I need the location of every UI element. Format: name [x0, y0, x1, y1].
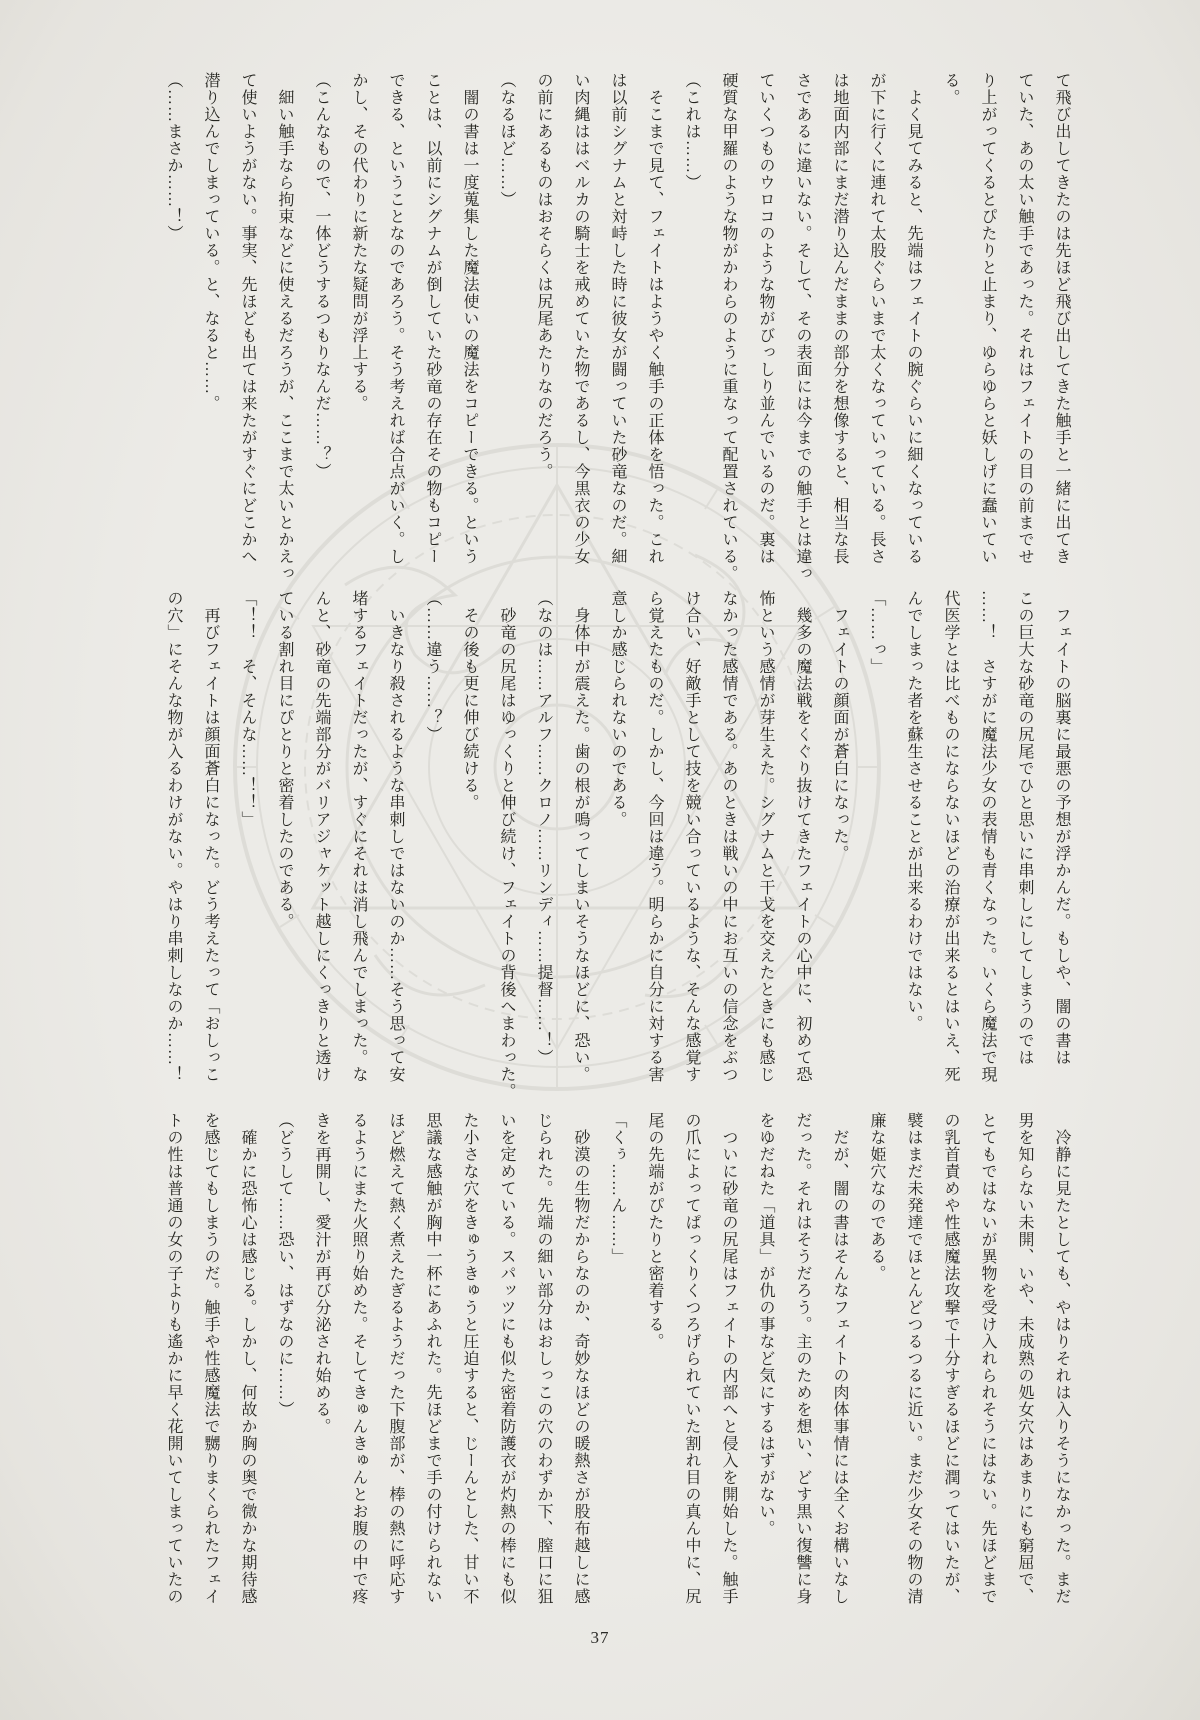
text-column: （こんなもので、一体どうするつもりなんだ……？）: [313, 72, 330, 480]
text-column: 「！！ そ、そんな……！！」: [239, 590, 256, 828]
text-column: は以前シグナムと対峙した時に彼女が闘っていた砂竜なのだ。細: [609, 72, 626, 565]
text-column: フェイトの脳裏に最悪の予想が浮かんだ。もしや、闇の書は: [1053, 590, 1070, 1066]
text-column: んでしまった者を蘇生させることが出来るわけではない。: [905, 590, 922, 1032]
text-column: （なるほど……）: [498, 72, 515, 208]
text-column: る。: [942, 72, 959, 106]
text-band-bottom: [155, 1112, 1080, 1657]
text-column: だが、闇の書はそんなフェイトの肉体事情には全くお構いなし: [831, 1112, 848, 1605]
text-column: け合い、好敵手として技を競い合っているような、そんな感覚す: [683, 590, 700, 1083]
text-column: 廉な姫穴なのである。: [868, 1112, 885, 1282]
text-column: 細い触手なら拘束などに使えるだろうが、ここまで太いとかえっ: [276, 72, 293, 582]
text-column: いきなり殺されるような串刺しではないのか……そう思って安: [387, 590, 404, 1083]
text-column: この巨大な砂竜の尻尾でひと思いに串刺しにしてしまうのでは: [1016, 590, 1033, 1066]
text-column: の前にあるものはおそらくは尻尾あたりなのだろう。: [535, 72, 552, 480]
text-column: できる、ということなのであろう。そう考えれば合点がいく。し: [387, 72, 404, 565]
text-column: の爪によってぱっくりくつろげられていた割れ目の真ん中に、尻: [683, 1112, 700, 1605]
text-column: さであるに違いない。そして、その表面には今までの触手とは違っ: [794, 72, 811, 582]
text-column: 代医学とは比べものにならないほどの治療が出来るとはいえ、死: [942, 590, 959, 1083]
text-column: て飛び出してきたのは先ほど飛び出してきた触手と一緒に出てき: [1053, 72, 1070, 565]
text-column: とてもではないが異物を受け入れられそうにはない。先ほどまで: [979, 1112, 996, 1605]
text-column: そこまで見て、フェイトはようやく触手の正体を悟った。これ: [646, 72, 663, 565]
text-column: 「くぅ……ん……」: [609, 1112, 626, 1265]
text-column: 堵するフェイトだったが、すぐにそれは消し飛んでしまった。な: [350, 590, 367, 1083]
text-column: （……まさか……！）: [165, 72, 182, 242]
text-column: 硬質な甲羅のような物がかわらのように重なって配置されている。: [720, 72, 737, 582]
text-column: の乳首責めや性感魔法攻撃で十分すぎるほどに潤ってはいたが、: [942, 1112, 959, 1605]
page-number: 37: [590, 1628, 610, 1647]
text-column: ていくつものウロコのような物がびっしり並んでいるのだ。裏は: [757, 72, 774, 565]
text-column: トの性は普通の女の子よりも遙かに早く花開いてしまっていたの: [165, 1112, 182, 1605]
text-column: 闇の書は一度蒐集した魔法使いの魔法をコピーできる。という: [461, 72, 478, 565]
text-column: ていた、あの太い触手であった。それはフェイトの目の前までせ: [1016, 72, 1033, 565]
text-column: きを再開し、愛汁が再び分泌され始める。: [313, 1112, 330, 1435]
text-column: かし、その代わりに新たな疑問が浮上する。: [350, 72, 367, 412]
text-column: ほど燃えて熱く煮えたぎるようだった下腹部が、棒の熱に呼応す: [387, 1112, 404, 1605]
text-column: ら覚えたものだ。しかし、今回は違う。明らかに自分に対する害: [646, 590, 663, 1083]
text-band-middle: [155, 590, 1080, 1135]
text-column: 怖という感情が芽生えた。シグナムと干戈を交えたときにも感じ: [757, 590, 774, 1083]
text-column: 潜り込んでしまっている。と、なると……。: [202, 72, 219, 412]
text-column: 男を知らない未開、いや、未成熟の処女穴はあまりにも窮屈で、: [1016, 1112, 1033, 1605]
text-column: んと、砂竜の先端部分がバリアジャケット越しにくっきりと透け: [313, 590, 330, 1083]
text-column: 冷静に見たとしても、やはりそれは入りそうになかった。まだ: [1053, 1112, 1070, 1605]
text-column: 思議な感触が胸中一杯にあふれた。先ほどまで手の付けられない: [424, 1112, 441, 1605]
text-column: なかった感情である。あのときは戦いの中にお互いの信念をぶつ: [720, 590, 737, 1083]
text-column: 身体中が震えた。歯の根が鳴ってしまいそうなほどに、恐い。: [572, 590, 589, 1083]
text-column: た小さな穴をきゅうきゅうと圧迫すると、じーんとした、甘い不: [461, 1112, 478, 1605]
text-column: ついに砂竜の尻尾はフェイトの内部へと侵入を開始した。触手: [720, 1112, 737, 1605]
text-column: 砂竜の尻尾はゆっくりと伸び続け、フェイトの背後へまわった。: [498, 590, 515, 1100]
text-column: が下に行くに連れて太股ぐらいまで太くなっていっている。長さ: [868, 72, 885, 565]
text-column: り上がってくるとぴたりと止まり、ゆらゆらと妖しげに蠢いてい: [979, 72, 996, 565]
text-column: ことは、以前にシグナムが倒していた砂竜の存在その物もコピー: [424, 72, 441, 565]
text-column: その後も更に伸び続ける。: [461, 590, 478, 811]
text-column: て使いようがない。事実、先ほども出ては来たがすぐにどこかへ: [239, 72, 256, 565]
text-column: （これは……）: [683, 72, 700, 191]
text-column: を感じてもしまうのだ。触手や性感魔法で嬲りまくられたフェイ: [202, 1112, 219, 1605]
text-column: の穴」にそんな物が入るわけがない。やはり串刺しなのか……！: [165, 590, 182, 1083]
text-column: 再びフェイトは顔面蒼白になった。どう考えたって「おしっこ: [202, 590, 219, 1083]
text-column: いを定めている。スパッツにも似た密着防護衣が灼熱の棒にも似: [498, 1112, 515, 1605]
text-column: だった。それはそうだろう。主のためを想い、どす黒い復讐に身: [794, 1112, 811, 1605]
text-column: 意しか感じられないのである。: [609, 590, 626, 828]
text-column: 幾多の魔法戦をくぐり抜けてきたフェイトの心中に、初めて恐: [794, 590, 811, 1083]
text-column: るようにまた火照り始めた。そしてきゅんきゅんとお腹の中で疼: [350, 1112, 367, 1605]
text-column: ……！ さすがに魔法少女の表情も青くなった。いくら魔法で現: [979, 590, 996, 1083]
text-column: （どうして……恐い、はずなのに……）: [276, 1112, 293, 1418]
text-column: （……違う……？）: [424, 590, 441, 743]
text-column: 砂漠の生物だからなのか、奇妙なほどの暖熱さが股布越しに感: [572, 1112, 589, 1605]
text-column: 確かに恐怖心は感じる。しかし、何故か胸の奥で微かな期待感: [239, 1112, 256, 1605]
text-column: （なのは……アルフ……クロノ……リンディ……提督……！）: [535, 590, 552, 1066]
text-column: 「……っ」: [868, 590, 885, 675]
text-band-top: [155, 72, 1080, 617]
text-column: よく見てみると、先端はフェイトの腕ぐらいに細くなっている: [905, 72, 922, 565]
text-column: をゆだねた「道具」が仇の事など気にするはずがない。: [757, 1112, 774, 1537]
text-column: じられた。先端の細い部分はおしっこの穴のわずか下、膣口に狙: [535, 1112, 552, 1605]
text-column: 尾の先端がぴたりと密着する。: [646, 1112, 663, 1350]
text-column: フェイトの顔面が蒼白になった。: [831, 590, 848, 862]
text-column: ている割れ目にぴとりと密着したのである。: [276, 590, 293, 930]
text-column: 襞はまだ未発達でほとんどつるつるに近い。まだ少女その物の清: [905, 1112, 922, 1605]
text-column: は地面内部にまだ潜り込んだままの部分を想像すると、相当な長: [831, 72, 848, 565]
text-column: い肉縄ははベルカの騎士を戒めていた物であるし、今黒衣の少女: [572, 72, 589, 565]
